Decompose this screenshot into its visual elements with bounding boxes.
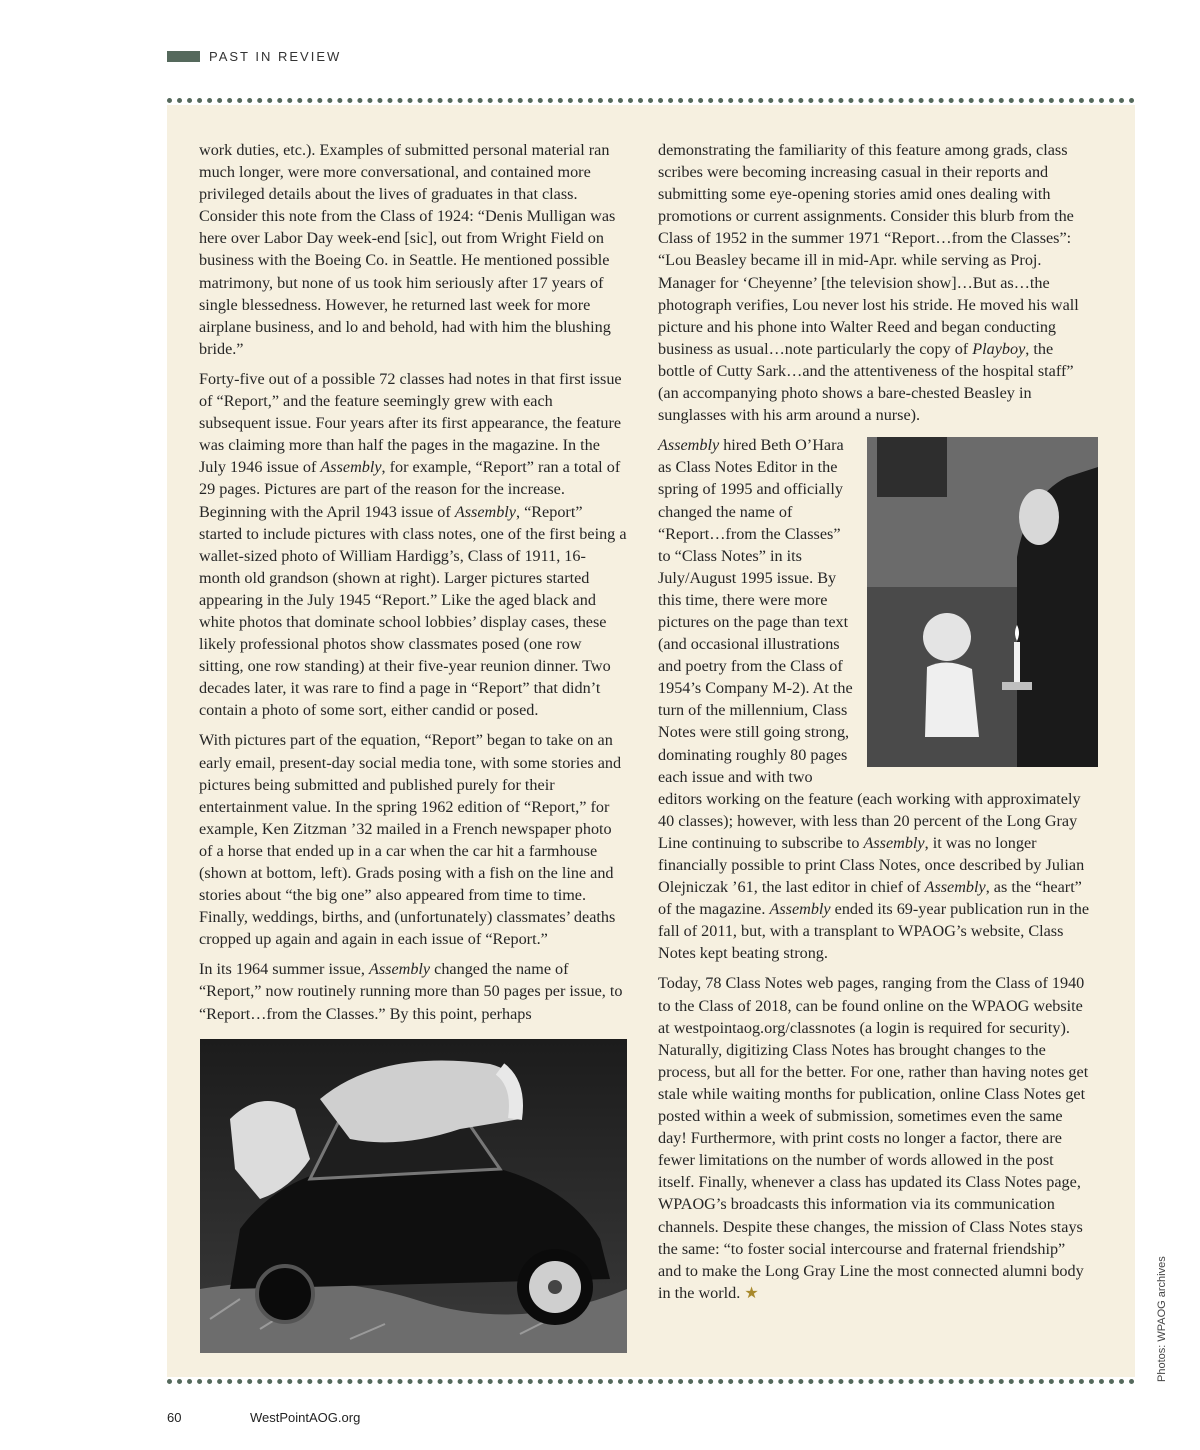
- section-marker-bar: [167, 51, 200, 62]
- photo-credit: Photos: WPAOG archives: [1156, 1256, 1168, 1382]
- page-number: 60: [167, 1410, 182, 1425]
- section-label: PAST IN REVIEW: [209, 48, 342, 64]
- paragraph: Assembly hired Beth O’Hara as Class Notes Editor in the spring of 1995 and officially changed the name of “Report…from the Classes” to “Class Notes” in its July/August 1995 issue. By this time, there were more pictures on the page than text (and occasional illustrations and poetry from the Class of 1954’s Company M-2). At the turn of the millennium, Class Notes were still going strong, dominating roughly 80 pages each issue and with two editors working on the feature (each working with approximately 40 classes); however, with less than 20 percent of the Long Gray Line continuing to subscribe to Assembly, it was no longer financially possible to print Class Notes, once described by Julian Olejniczak ’61, the last editor in chief of Assembly, as the “heart” of the magazine. Assembly ended its 69-year publication run in the fall of 2011, but, with a transplant to WPAOG’s website, Class Notes kept beating strong.: [658, 436, 1090, 963]
- grandson-photo: [867, 437, 1098, 767]
- top-dotted-rule: [167, 98, 1135, 103]
- horse-in-car-photo: [200, 1039, 627, 1353]
- article-column-left: [199, 139, 627, 1033]
- horse-in-car-image: [200, 1039, 627, 1353]
- paragraph: With pictures part of the equation, “Report” began to take on an early email, present-day social media tone, with some stories and pictures being submitted and published purely for their entertainment value. In the spring 1962 edition of “Report,” for example, Ken Zitzman ’32 mailed in a French newspaper photo of a horse that ended up in a car when the car hit a farmhouse (shown at bottom, left). Grads posing with a fish on the line and stories about “the big one” also appeared from time to time. Finally, weddings, births, and (unfortunately) classmates’ deaths cropped up again and again in each issue of “Report.”: [199, 731, 622, 949]
- paragraph: Today, 78 Class Notes web pages, ranging from the Class of 1940 to the Class of 2018, can be found online on the WPAOG website at westpointaog.org/classnotes (a login is required for security). Naturally, digitizing Class Notes has brought changes to the process, but all for the better. For one, rather than having notes get stale while waiting months for publication, online Class Notes get posted within a week of submission, sometimes even the same day! Furthermore, with print costs no longer a factor, there are fewer limitations on the number of words allowed in the post itself. Finally, whenever a class has updated its Class Notes page, WPAOG’s broadcasts this information via its communication channels. Despite these changes, the mission of Class Notes stays the same: “to foster social intercourse and fraternal friendship” and to make the Long Gray Line the most connected alumni body in the world. ★: [658, 974, 1089, 1302]
- site-name: WestPointAOG.org: [250, 1410, 361, 1425]
- article-column-right: [658, 139, 1090, 1312]
- bottom-dotted-rule: [167, 1379, 1135, 1384]
- paragraph: Forty-five out of a possible 72 classes had notes in that first issue of “Report,” and the feature seemingly grew with each subsequent issue. Four years after its first appearance, the feature was claiming more than half the pages in the magazine. In the July 1946 issue of Assembly, for example, “Report” ran a total of 29 pages. Pictures are part of the reason for the increase. Beginning with the April 1943 issue of Assembly, “Report” started to include pictures with class notes, one of the first being a wallet-sized photo of William Hardigg’s, Class of 1911, 16-month old grandson (shown at right). Larger pictures started appearing in the July 1945 “Report.” Like the aged black and white photos that dominate school lobbies’ display cases, these likely professional photos show classmates posed (one row sitting, one row standing) at their five-year reunion dinner. Two decades later, it was rare to find a page in “Report” that didn’t contain a photo of some sort, either candid or posed.: [199, 369, 627, 720]
- paragraph: demonstrating the familiarity of this feature among grads, class scribes were becoming increasing casual in their reports and submitting some eye-opening stories amid ones dealing with promotions or current assignments. Consider this blurb from the Class of 1952 in the summer 1971 “Report…from the Classes”: “Lou Beasley became ill in mid-Apr. while serving as Proj. Manager for ‘Cheyenne’ [the television show]…But as…the photograph verifies, Lou never lost his stride. He moved his wall picture and his phone into Walter Reed and began conducting business as usual…note particularly the copy of Playboy, the bottle of Cutty Sark…and the attentiveness of the hospital staff” (an accompanying photo shows a bare-chested Beasley in sunglasses with his arm around a nurse).: [658, 141, 1079, 425]
- paragraph: In its 1964 summer issue, Assembly changed the name of “Report,” now routinely running more than 50 pages per issue, to “Report…from the Classes.” By this point, perhaps: [199, 960, 623, 1023]
- child-with-candle-image: [867, 437, 1098, 767]
- end-star-icon: ★: [744, 1283, 759, 1302]
- section-header: [167, 47, 341, 65]
- paragraph: work duties, etc.). Examples of submitted personal material ran much longer, were more conversational, and contained more privileged details about the lives of graduates in that class. Consider this note from the Class of 1924: “Denis Mulligan was here over Labor Day week-end [sic], out from Wright Field on business with the Boeing Co. in Seattle. He mentioned possible matrimony, but none of us took him seriously after 17 years of single blessedness. However, he returned last week for more airplane business, and lo and behold, had with him the blushing bride.”: [199, 141, 616, 358]
